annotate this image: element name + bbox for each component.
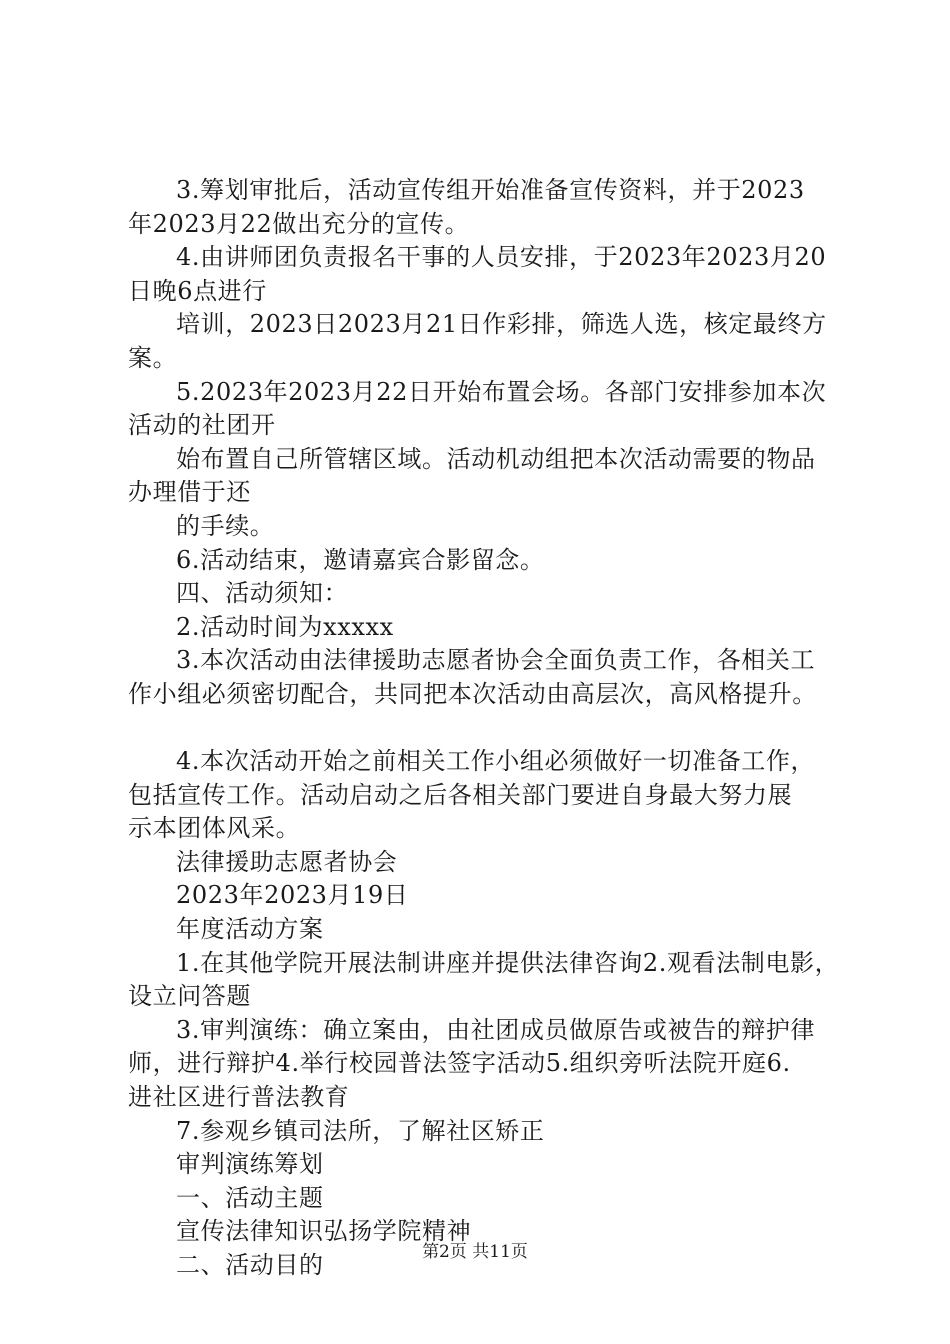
- section-heading: 四、活动须知：: [176, 579, 349, 608]
- section-heading: 二、活动目的: [176, 1251, 324, 1279]
- paragraph-line: 示本团体风采。: [128, 814, 301, 843]
- document-body: [128, 174, 848, 1283]
- paragraph-line: 培训，2023日2023月21日作彩排，筛选人选，核定最终方: [176, 310, 827, 339]
- paragraph-line: 6.活动结束，邀请嘉宾合影留念。: [176, 545, 545, 574]
- paragraph-line: 1.在其他学院开展法制讲座并提供法律咨询2.观看法制电影，: [176, 948, 840, 977]
- section-heading: 一、活动主题: [176, 1183, 324, 1212]
- paragraph-line: 设立问答题: [128, 982, 251, 1011]
- paragraph-line: 办理借于还: [128, 478, 251, 507]
- blank-line: [128, 712, 848, 746]
- paragraph-line: 始布置自己所管辖区域。活动机动组把本次活动需要的物品: [176, 444, 816, 473]
- section-title: 年度活动方案: [176, 915, 324, 944]
- paragraph-line: 师，进行辩护4.举行校园普法签字活动5.组织旁听法院开庭6.: [128, 1049, 791, 1078]
- section-title: 审判演练筹划: [176, 1150, 324, 1179]
- paragraph-line: 4.本次活动开始之前相关工作小组必须做好一切准备工作，: [176, 747, 816, 776]
- signature-organization: 法律援助志愿者协会: [176, 847, 398, 876]
- paragraph-line: 包括宣传工作。活动启动之后各相关部门要进自身最大努力展: [128, 780, 793, 809]
- signature-date: 2023年2023月19日: [176, 881, 409, 910]
- paragraph-line: 日晚6点进行: [128, 276, 267, 305]
- paragraph-line: 3.本次活动由法律援助志愿者协会全面负责工作，各相关工: [176, 646, 816, 675]
- paragraph-line: 4.由讲师团负责报名干事的人员安排，于2023年2023月20: [176, 243, 827, 272]
- paragraph-line: 2.活动时间为xxxxx: [176, 612, 394, 641]
- page-number-footer: 第2页 共11页: [422, 1242, 528, 1262]
- paragraph-line: 案。: [128, 343, 178, 372]
- paragraph-line: 3.审判演练：确立案由，由社团成员做原告或被告的辩护律: [176, 1015, 816, 1044]
- paragraph-line: 年2023月22做出充分的宣传。: [128, 209, 470, 238]
- paragraph-line: 5.2023年2023月22日开始布置会场。各部门安排参加本次: [176, 377, 827, 406]
- paragraph-line: 7.参观乡镇司法所，了解社区矫正: [176, 1116, 545, 1145]
- paragraph-line: 3.筹划审批后，活动宣传组开始准备宣传资料，并于2023: [176, 176, 805, 204]
- paragraph-line: 进社区进行普法教育: [128, 1083, 350, 1112]
- paragraph-line: 宣传法律知识弘扬学院精神: [176, 1217, 472, 1246]
- paragraph-line: 活动的社团开: [128, 411, 276, 440]
- paragraph-line: 的手续。: [176, 511, 275, 540]
- paragraph-line: 作小组必须密切配合，共同把本次活动由高层次，高风格提升。: [128, 679, 817, 708]
